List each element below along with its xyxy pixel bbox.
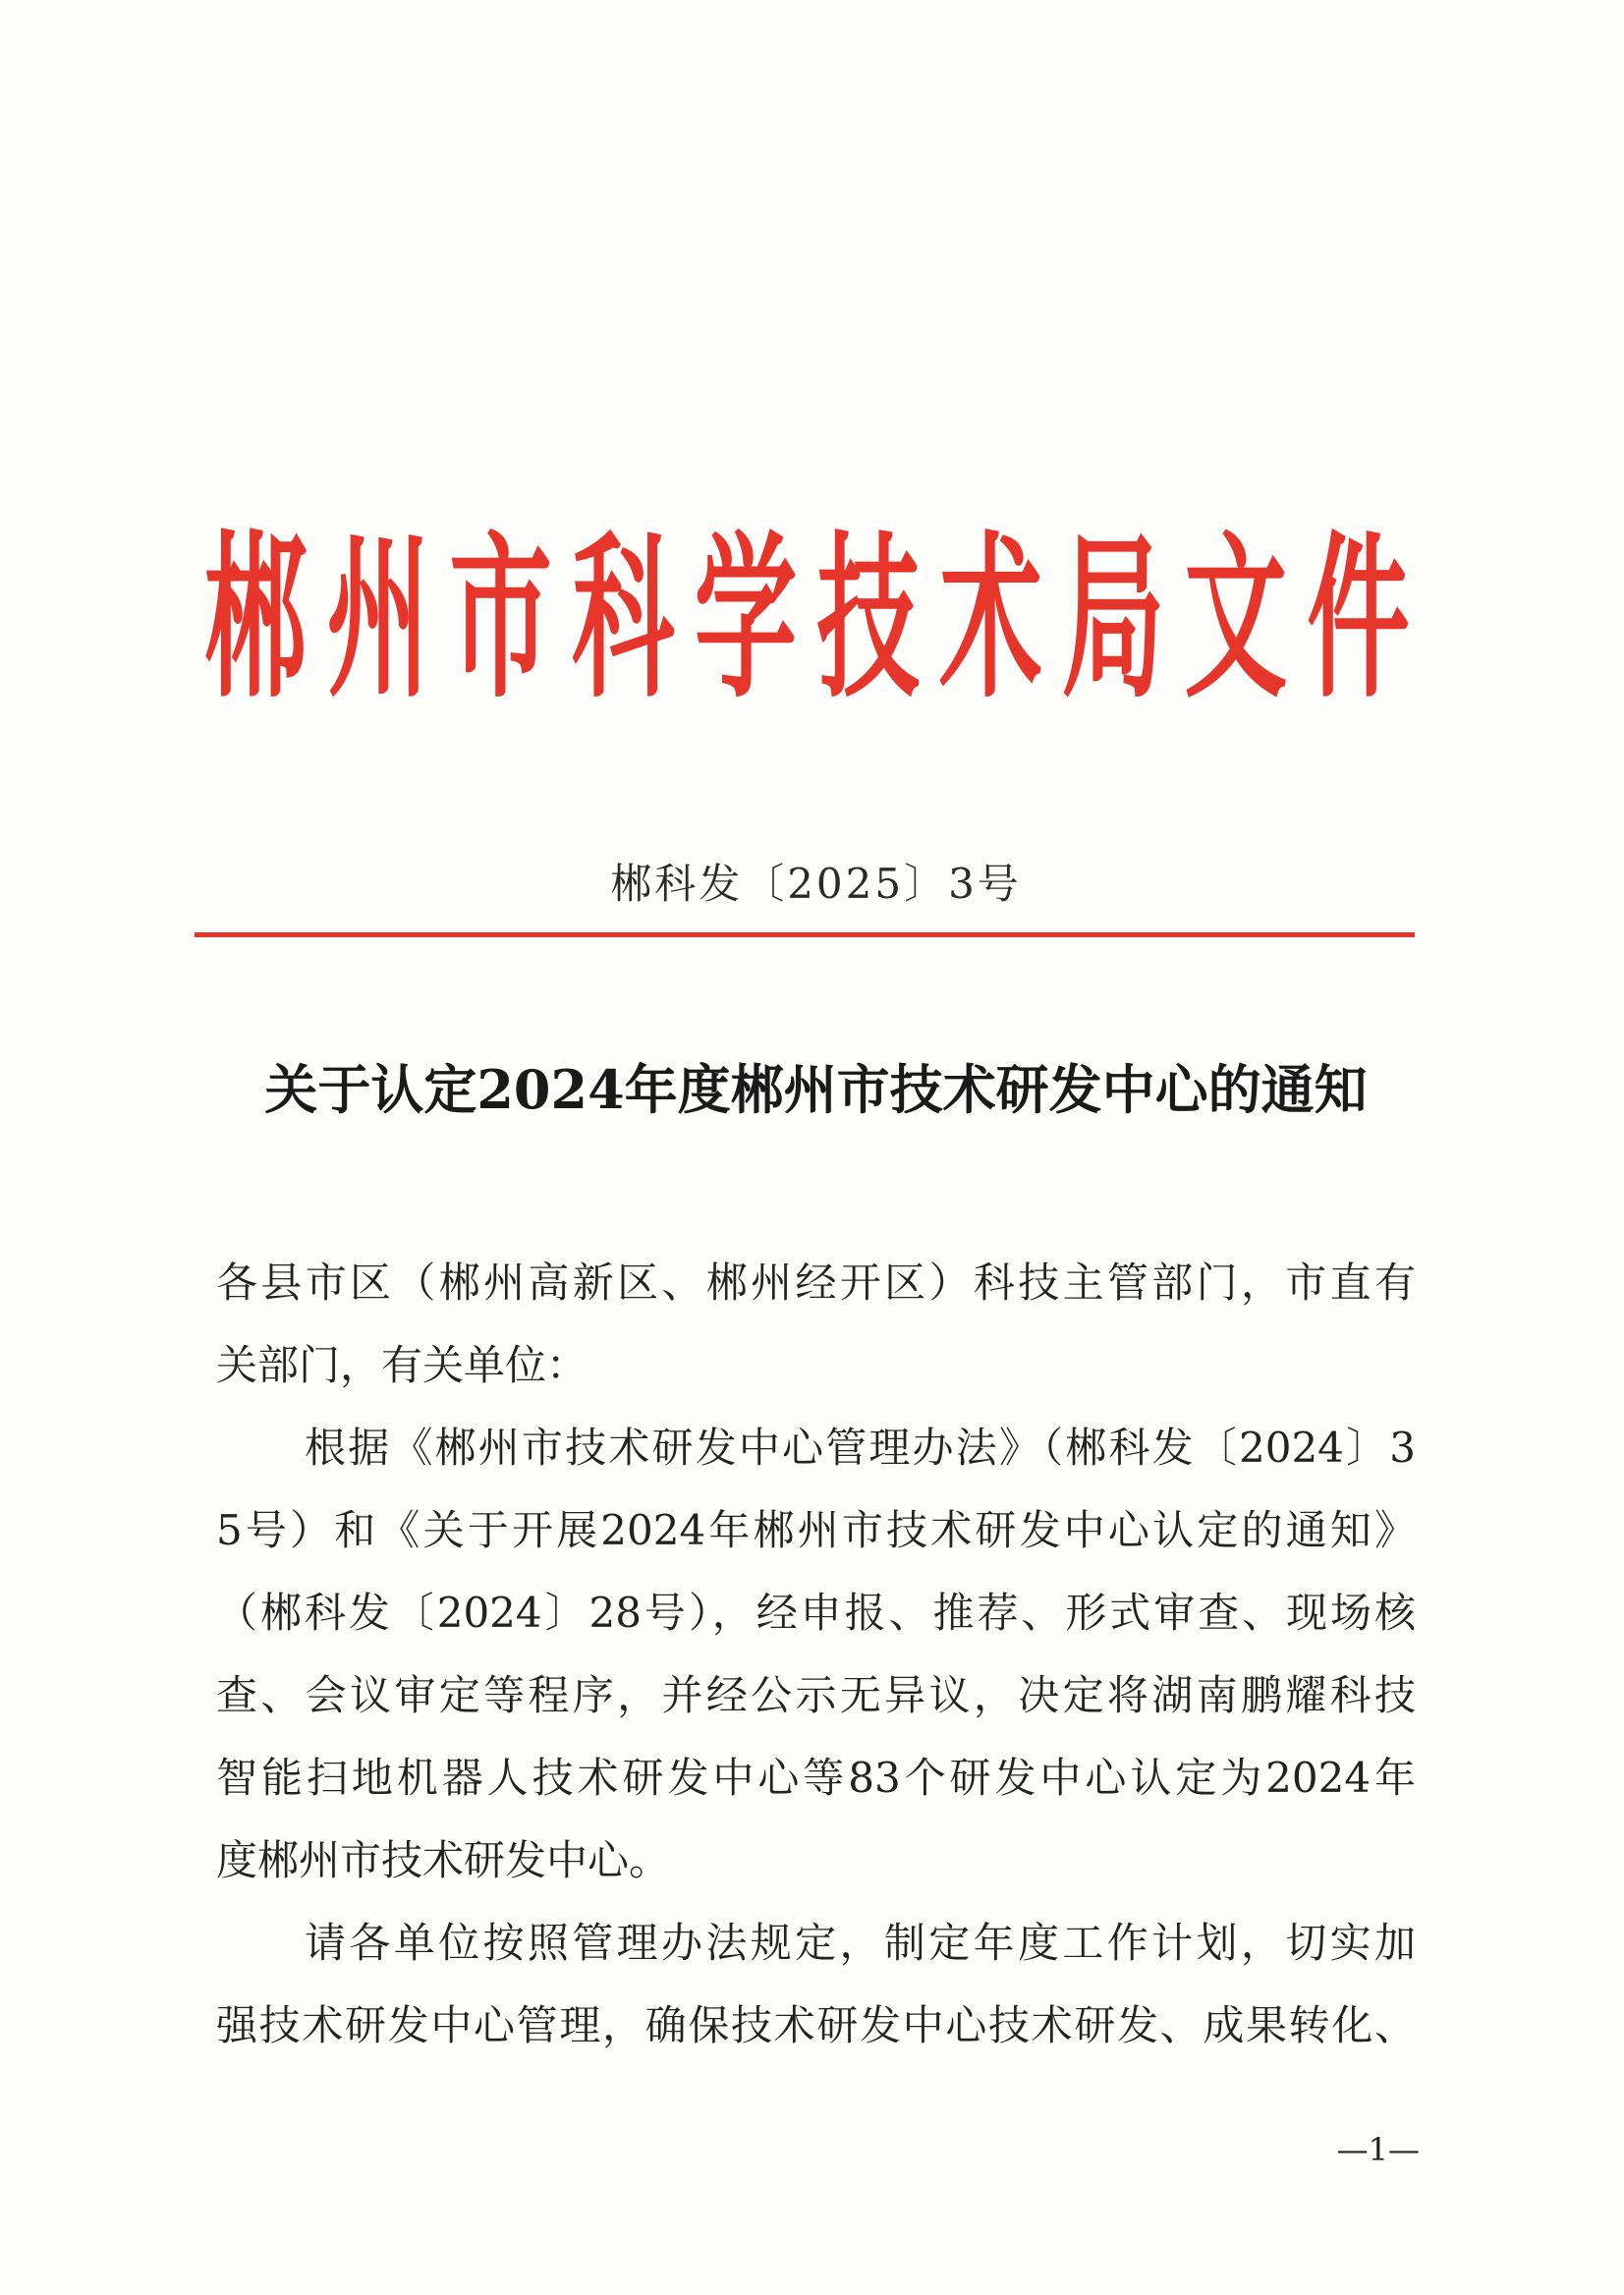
body-line: 智能扫地机器人技术研发中心等83个研发中心认定为2024年: [216, 1754, 1416, 1802]
body-line: 根据《郴州市技术研发中心管理办法》（郴科发〔2024〕3: [305, 1424, 1416, 1472]
body-line: 各县市区（郴州高新区、郴州经开区）科技主管部门，市直有: [216, 1259, 1416, 1307]
notice-title: 关于认定2024年度郴州市技术研发中心的通知: [264, 1058, 1368, 1121]
body-line: 查、会议审定等程序，并经公示无异议，决定将湖南鹏耀科技: [216, 1671, 1416, 1719]
body-line: 5号）和《关于开展2024年郴州市技术研发中心认定的通知》: [216, 1506, 1416, 1554]
body-line: 关部门，有关单位：: [216, 1341, 588, 1389]
body-line: 度郴州市技术研发中心。: [216, 1836, 671, 1884]
body-line: 强技术研发中心管理，确保技术研发中心技术研发、成果转化、: [216, 2001, 1416, 2049]
red-separator-rule: [195, 932, 1415, 937]
document-number: 郴科发〔2025〕3号: [610, 860, 1022, 908]
body-line: 请各单位按照管理办法规定，制定年度工作计划，切实加: [305, 1919, 1416, 1967]
issuing-authority-header: 郴州市科学技术局文件: [204, 515, 1430, 722]
notice-body: [216, 1242, 1416, 2067]
body-line: （郴科发〔2024〕28号），经申报、推荐、形式审查、现场核: [216, 1589, 1416, 1637]
page-number: —1—: [1336, 2131, 1420, 2168]
